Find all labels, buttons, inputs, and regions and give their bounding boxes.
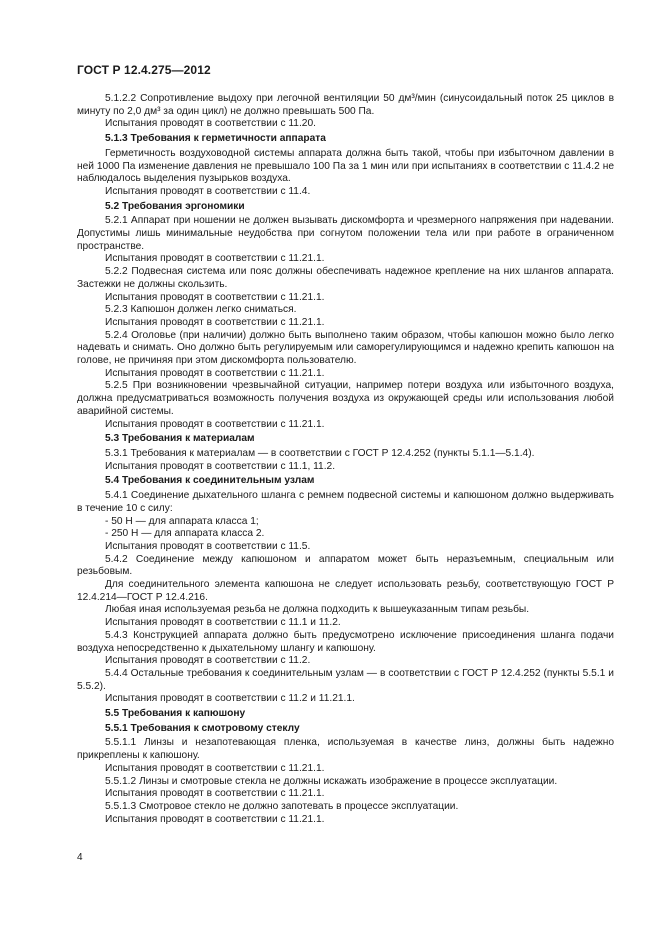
paragraph: Испытания проводят в соответствии с 11.21.1. — [105, 762, 325, 774]
page-number: 4 — [77, 852, 83, 863]
paragraph: Для соединительного элемента капюшона не следует использовать резьбу, соответствующую ГОСТ Р 12.4.214—ГОСТ Р 12.4.216. — [77, 579, 614, 603]
paragraph: 5.4.1 Соединение дыхательного шланга с ремнем подвесной системы и капюшоном должно выдерживать в течение 10 с силу: — [77, 490, 614, 514]
paragraph: Испытания проводят в соответствии с 11.21.1. — [105, 367, 325, 379]
paragraph: Любая иная используемая резьба не должна подходить к вышеуказанным типам резьбы. — [105, 604, 530, 616]
paragraph: 5.5.1.3 Смотровое стекло не должно запотевать в процессе эксплуатации. — [105, 800, 459, 812]
paragraph: 5.2.1 Аппарат при ношении не должен вызывать дискомфорта и чрезмерного напряжения при надевании. Допустимы лишь минимальные неудобства при согнутом положении тела или при работе в ограниченном пространстве. — [77, 215, 614, 252]
section-heading: 5.4 Требования к соединительным узлам — [105, 475, 315, 487]
paragraph: 5.4.4 Остальные требования к соединительным узлам — в соответствии с ГОСТ Р 12.4.252 (пункты 5.5.1 и 5.5.2). — [77, 667, 614, 692]
paragraph: Испытания проводят в соответствии с 11.4. — [105, 185, 311, 197]
paragraph: 5.4.3 Конструкцией аппарата должно быть предусмотрено исключение присоединения шланга подачи воздуха непосредственно к дыхательному шлангу и капюшону. — [77, 629, 614, 654]
paragraph: 5.1.2.2 Сопротивление выдоху при легочной вентиляции 50 дм³/мин (синусоидальный поток 25 циклов в минуту по 2,0 дм³ за один цикл) не должно превышать 500 Па. — [77, 93, 614, 117]
paragraph: Испытания проводят в соответствии с 11.21.1. — [105, 316, 325, 328]
paragraph: Испытания проводят в соответствии с 11.21.1. — [105, 291, 325, 303]
paragraph: Испытания проводят в соответствии с 11.1 и 11.2. — [105, 617, 341, 629]
section-heading: 5.3 Требования к материалам — [105, 433, 255, 445]
document-body — [77, 93, 614, 826]
paragraph: - 50 Н — для аппарата класса 1; — [105, 515, 259, 527]
paragraph: 5.3.1 Требования к материалам — в соответствии с ГОСТ Р 12.4.252 (пункты 5.1.1—5.1.4). — [105, 447, 535, 459]
paragraph: 5.2.2 Подвесная система или пояс должны обеспечивать надежное крепление на них шлангов аппарата. Застежки не должны скользить. — [77, 266, 614, 290]
section-heading: 5.5 Требования к капюшону — [105, 708, 246, 720]
paragraph: Испытания проводят в соответствии с 11.1, 11.2. — [105, 460, 336, 472]
section-heading: 5.5.1 Требования к смотровому стеклу — [105, 722, 300, 734]
paragraph: Испытания проводят в соответствии с 11.21.1. — [105, 253, 325, 265]
paragraph: 5.2.3 Капюшон должен легко сниматься. — [105, 304, 297, 316]
paragraph: Испытания проводят в соответствии с 11.2 и 11.21.1. — [105, 693, 355, 705]
section-heading: 5.1.3 Требования к герметичности аппарата — [105, 133, 326, 145]
standard-header: ГОСТ Р 12.4.275—2012 — [77, 63, 211, 77]
paragraph: Герметичность воздуховодной системы аппарата должна быть такой, чтобы при избыточном давлении в ней 1000 Па изменение давления не превышало 100 Па за 1 мин или при испытаниях в соответствии с 11.4.2 не наблюдалось выделения пузырьков воздуха. — [77, 147, 614, 185]
paragraph: 5.5.1.1 Линзы и незапотевающая пленка, используемая в качестве линз, должны быть надежно прикреплены к капюшону. — [77, 737, 614, 762]
paragraph: Испытания проводят в соответствии с 11.21.1. — [105, 813, 325, 825]
paragraph: 5.5.1.2 Линзы и смотровые стекла не должны искажать изображение в процессе эксплуатации. — [105, 775, 558, 787]
paragraph: Испытания проводят в соответствии с 11.5. — [105, 540, 311, 552]
paragraph: 5.4.2 Соединение между капюшоном и аппаратом может быть неразъемным, специальным или резьбовым. — [77, 553, 614, 578]
paragraph: Испытания проводят в соответствии с 11.20. — [105, 118, 316, 130]
section-heading: 5.2 Требования эргономики — [105, 200, 245, 212]
paragraph: 5.2.4 Оголовье (при наличии) должно быть выполнено таким образом, чтобы капюшон можно было легко надевать и снимать. Оно должно быть регулируемым или саморегулирующимся и надежно крепить капюшон на голове, не причиняя при этом дискомфорта пользователю. — [77, 329, 614, 367]
paragraph: Испытания проводят в соответствии с 11.21.1. — [105, 418, 325, 430]
paragraph: - 250 Н — для аппарата класса 2. — [105, 528, 265, 540]
paragraph: Испытания проводят в соответствии с 11.2. — [105, 655, 311, 667]
paragraph: 5.2.5 При возникновении чрезвычайной ситуации, например потери воздуха или избыточного воздуха, должна предусматриваться возможность получения воздуха из окружающей среды или использования любой аварийной системы. — [77, 380, 614, 417]
paragraph: Испытания проводят в соответствии с 11.21.1. — [105, 788, 325, 800]
